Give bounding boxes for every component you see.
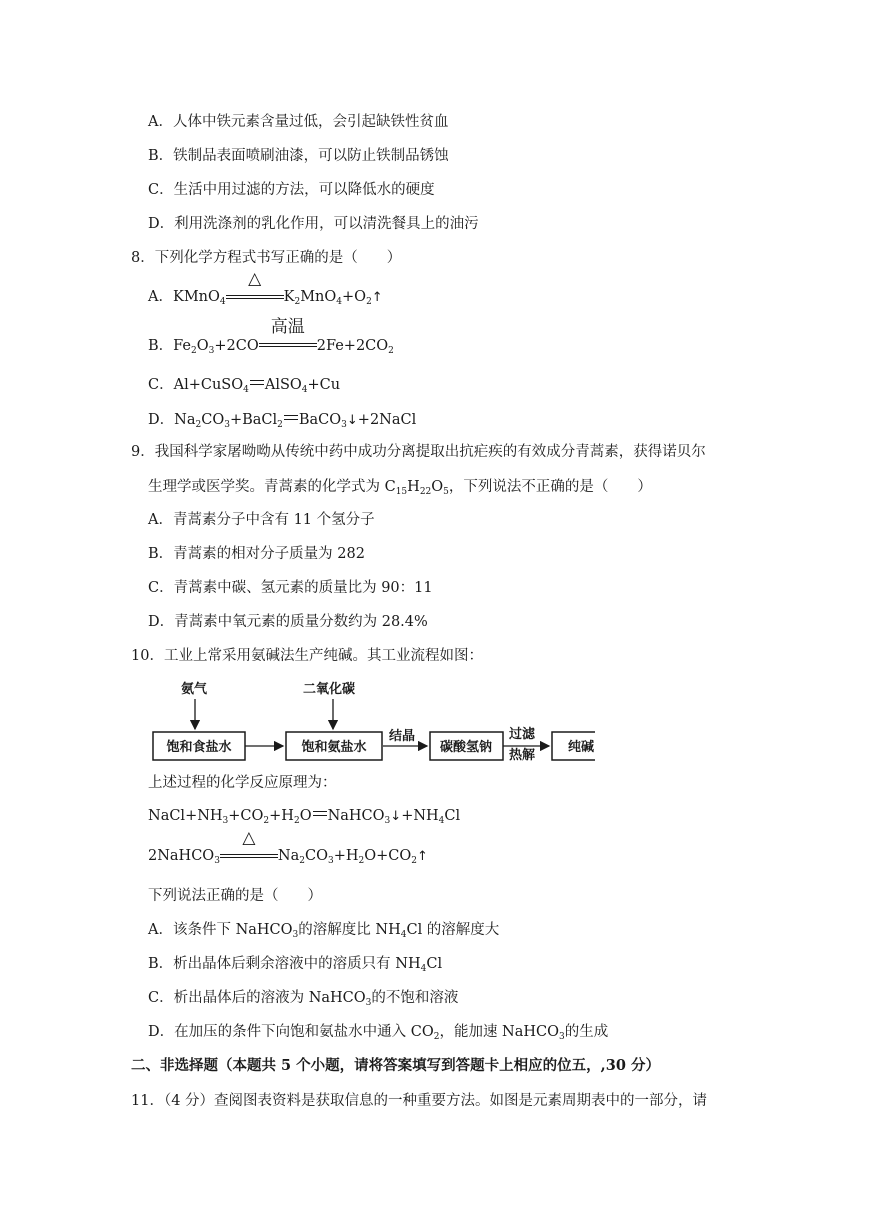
q9-option-c: C．青蒿素中碳、氢元素的质量比为 90：11	[148, 580, 433, 596]
flow-box-brine-label: 饱和食盐水	[166, 740, 232, 755]
q8-option-b: B．$Fe_2O_3+2CO$ 高温 $2Fe+2CO_2$	[148, 317, 394, 356]
q9-option-a: A．青蒿素分子中含有 11 个氢分子	[148, 512, 375, 528]
q8-stem: 8．下列化学方程式书写正确的是（ ）	[131, 250, 402, 266]
flow-input-ammonia: 氨气	[181, 682, 208, 697]
q10-option-a: A．该条件下 NaHCO$_3$的溶解度比 $NH_4Cl$ 的溶解度大	[148, 922, 500, 940]
heat-condition-sign: △	[220, 847, 278, 867]
q10-option-b: B．析出晶体后剩余溶液中的溶质只有 $NH_4Cl$	[148, 956, 443, 974]
q7-option-b: B．铁制品表面喷刷油漆，可以防止铁制品锈蚀	[148, 148, 449, 164]
flow-step-crystallize: 结晶	[389, 729, 416, 744]
q7-option-c: C．生活中用过滤的方法，可以降低水的硬度	[148, 182, 435, 198]
q9-option-d: D．青蒿素中氧元素的质量分数约为 28.4%	[148, 614, 428, 630]
q9-stem-line2: 生理学或医学奖。青蒿素的化学式为 $C_{15}H_{22}O_5$，下列说法不正确的是（ ）	[148, 479, 652, 497]
process-flow-diagram	[145, 675, 595, 770]
flow-step-filter: 过滤	[509, 727, 536, 742]
flow-input-co2: 二氧化碳	[303, 682, 356, 697]
heat-condition-sign: △	[226, 288, 284, 308]
q7-option-d: D．利用洗涤剂的乳化作用，可以清洗餐具上的油污	[148, 216, 479, 232]
q10-stem: 10．工业上常采用氨碱法生产纯碱。其工业流程如图：	[131, 648, 483, 664]
flow-box-soda-ash-label: 纯碱	[567, 740, 595, 755]
q10-option-c: C．析出晶体后的溶液为 NaHCO$_3$的不饱和溶液	[148, 990, 459, 1008]
flow-box-bicarbonate-label: 碳酸氢钠	[439, 740, 493, 755]
flow-step-heat: 热解	[509, 748, 536, 763]
q10-principle: 上述过程的化学反应原理为：	[148, 775, 337, 791]
q10-equation-1: $NaCl+NH_3+CO_2+H_2O$ $NaHCO_3↓+NH_4Cl$	[148, 808, 461, 826]
q8-option-a: A．KMnO$_4$ △ $K_2MnO_4+O_2↑$	[148, 269, 383, 307]
q9-stem-line1: 9．我国科学家屠呦呦从传统中药中成功分离提取出抗疟疾的有效成分青蒿素，获得诺贝尔	[131, 444, 706, 460]
section-2-heading: 二、非选择题（本题共 5 个小题，请将答案填写到答题卡上相应的位五，,30 分）	[131, 1057, 660, 1074]
q8-option-c: C．Al+CuSO$_4$ AlSO$_4$+Cu	[148, 377, 341, 395]
high-temperature-condition: 高温	[259, 336, 317, 356]
q10-ask: 下列说法正确的是（ ）	[148, 888, 322, 904]
flow-box-ammonia-brine-label: 饱和氨盐水	[301, 740, 367, 755]
q10-option-d: D．在加压的条件下向饱和氨盐水中通入 $CO_2$，能加速 NaHCO$_3$的生成	[148, 1024, 609, 1042]
q8-option-d: D．$Na_2CO_3+BaCl_2$ BaCO$_3$↓+2NaCl	[148, 412, 417, 430]
q10-equation-2: 2NaHCO$_3$ △ $Na_2CO_3+H_2O+CO_2↑$	[148, 828, 428, 866]
q11-stem: 11．（4 分）查阅图表资料是获取信息的一种重要方法。如图是元素周期表中的一部分，请	[131, 1093, 708, 1109]
q9-option-b: B．青蒿素的相对分子质量为 282	[148, 546, 365, 562]
q7-option-a: A．人体中铁元素含量过低，会引起缺铁性贫血	[148, 114, 449, 130]
